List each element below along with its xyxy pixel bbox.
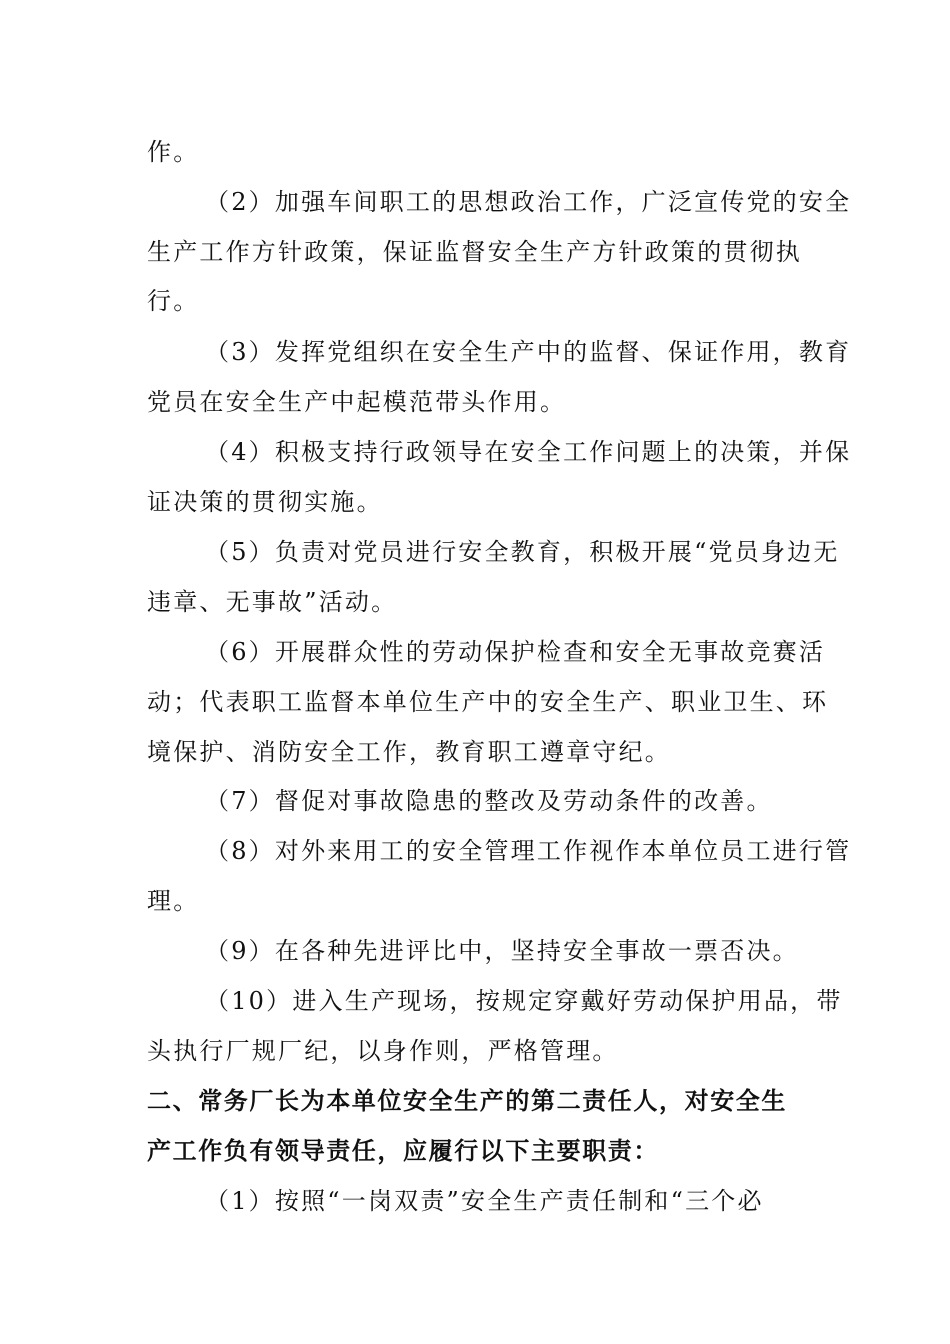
text-line: 头执行厂规厂纪，以身作则，严格管理。 xyxy=(147,1037,619,1065)
text-line: （5）负责对党员进行安全教育，积极开展“党员身边无 xyxy=(205,538,840,566)
text-line: 党员在安全生产中起模范带头作用。 xyxy=(147,388,567,416)
text-line: 理。 xyxy=(147,887,200,915)
text-line: 作。 xyxy=(147,138,200,166)
text-line: （3）发挥党组织在安全生产中的监督、保证作用，教育 xyxy=(205,338,852,366)
section-heading-line: 二、常务厂长为本单位安全生产的第二责任人，对安全生 xyxy=(147,1087,787,1115)
text-line: 动；代表职工监督本单位生产中的安全生产、职业卫生、环 xyxy=(147,688,829,716)
text-line: （10）进入生产现场，按规定穿戴好劳动保护用品，带 xyxy=(205,987,843,1015)
text-line: （4）积极支持行政领导在安全工作问题上的决策，并保 xyxy=(205,438,852,466)
section-heading-line: 产工作负有领导责任，应履行以下主要职责： xyxy=(147,1137,659,1165)
text-line: （2）加强车间职工的思想政治工作，广泛宣传党的安全 xyxy=(205,188,852,216)
text-line: （8）对外来用工的安全管理工作视作本单位员工进行管 xyxy=(205,837,852,865)
text-line: 违章、无事故”活动。 xyxy=(147,588,398,616)
text-line: （7）督促对事故隐患的整改及劳动条件的改善。 xyxy=(205,787,773,815)
text-line: （9）在各种先进评比中，坚持安全事故一票否决。 xyxy=(205,937,799,965)
text-line: （6）开展群众性的劳动保护检查和安全无事故竞赛活 xyxy=(205,638,826,666)
text-line: （1）按照“一岗双责”安全生产责任制和“三个必 xyxy=(205,1187,764,1215)
text-line: 行。 xyxy=(147,287,200,315)
text-line: 生产工作方针政策，保证监督安全生产方针政策的贯彻执 xyxy=(147,238,802,266)
text-line: 境保护、消防安全工作，教育职工遵章守纪。 xyxy=(147,738,671,766)
text-line: 证决策的贯彻实施。 xyxy=(147,488,383,516)
